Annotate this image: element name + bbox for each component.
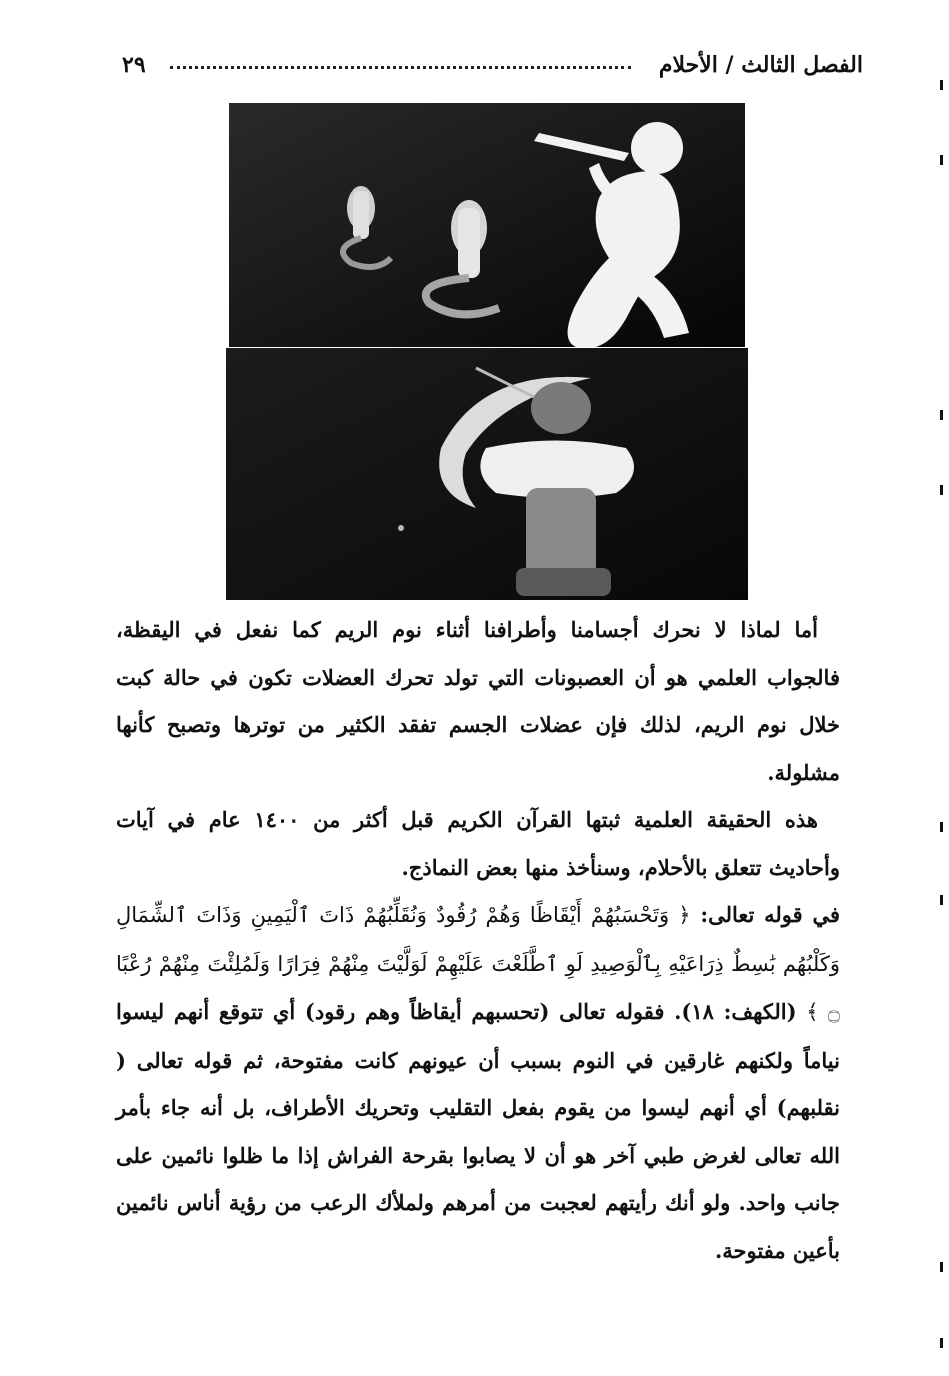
margin-mark (940, 80, 943, 90)
header-dotted-rule (170, 66, 631, 69)
chapter-title: الفصل الثالث / الأحلام (658, 52, 863, 78)
paragraph: هذه الحقيقة العلمية ثبتها القرآن الكريم قبل أكثر من ١٤٠٠ عام في آيات وأحاديث تتعلق بالأحلام، وسنأخذ منها بعض النماذج. (116, 807, 840, 880)
margin-mark (940, 410, 943, 420)
paragraph-continuation: (الكهف: ١٨). فقوله تعالى (تحسبهم أيقاظاً وهم رقود) أي تتوقع أنهم ليسوا نياماً ولكنهم غارقين في النوم بسبب أن عيونهم كانت مفتوحة، ثم قوله تعالى ( نقلبهم) أي أنهم ليسوا من يقوم بفعل التقليب وتحريك الأطراف، بل أنه جاء بأمر الله تعالى لغرض طبي آخر هو أن لا يصابوا بقرحة الفراش إذا ما ظلوا نائمين على جانب واحد. ولو أنك رأيتهم لعجبت من أمرهم ولملأك الرعب من رؤية أناس نائمين بأعين مفتوحة. (116, 999, 840, 1263)
sword-figure-illustration (226, 348, 748, 600)
verse-intro: في قوله تعالى: (690, 902, 840, 927)
margin-mark (940, 155, 943, 165)
margin-mark (940, 1262, 943, 1272)
body-text (116, 606, 840, 1274)
page-header (118, 52, 863, 96)
margin-mark (940, 822, 943, 832)
paragraph (116, 891, 840, 1274)
snake-charmer-illustration (229, 103, 745, 347)
page-number: ٢٩ (122, 52, 146, 78)
paragraph: أما لماذا لا نحرك أجسامنا وأطرافنا أثناء نوم الريم كما نفعل في اليقظة، فالجواب العلمي هو أن العصبونات التي تولد تحرك العضلات تكون في حالة كبت خلال نوم الريم، لذلك فإن عضلات الجسم تفقد الكثير من توترها وتصبح كأنها مشلولة. (116, 617, 840, 785)
margin-mark (940, 1338, 943, 1348)
quran-verse: ﴿ وَتَحْسَبُهُمْ أَيْقَاظًا وَهُمْ رُقُودٌ وَنُقَلِّبُهُمْ ذَاتَ ٱلْيَمِينِ وَذَاتَ ٱلشِّمَالِ وَكَلْبُهُم بَٰسِطٌ ذِرَاعَيْهِ بِٱلْوَصِيدِ لَوِ ٱطَّلَعْتَ عَلَيْهِمْ لَوَلَّيْتَ مِنْهُمْ فِرَارًا وَلَمُلِئْتَ مِنْهُمْ رُعْبًا ۝ ﴾ (116, 903, 840, 1024)
margin-mark (940, 895, 943, 905)
margin-mark (940, 485, 943, 495)
